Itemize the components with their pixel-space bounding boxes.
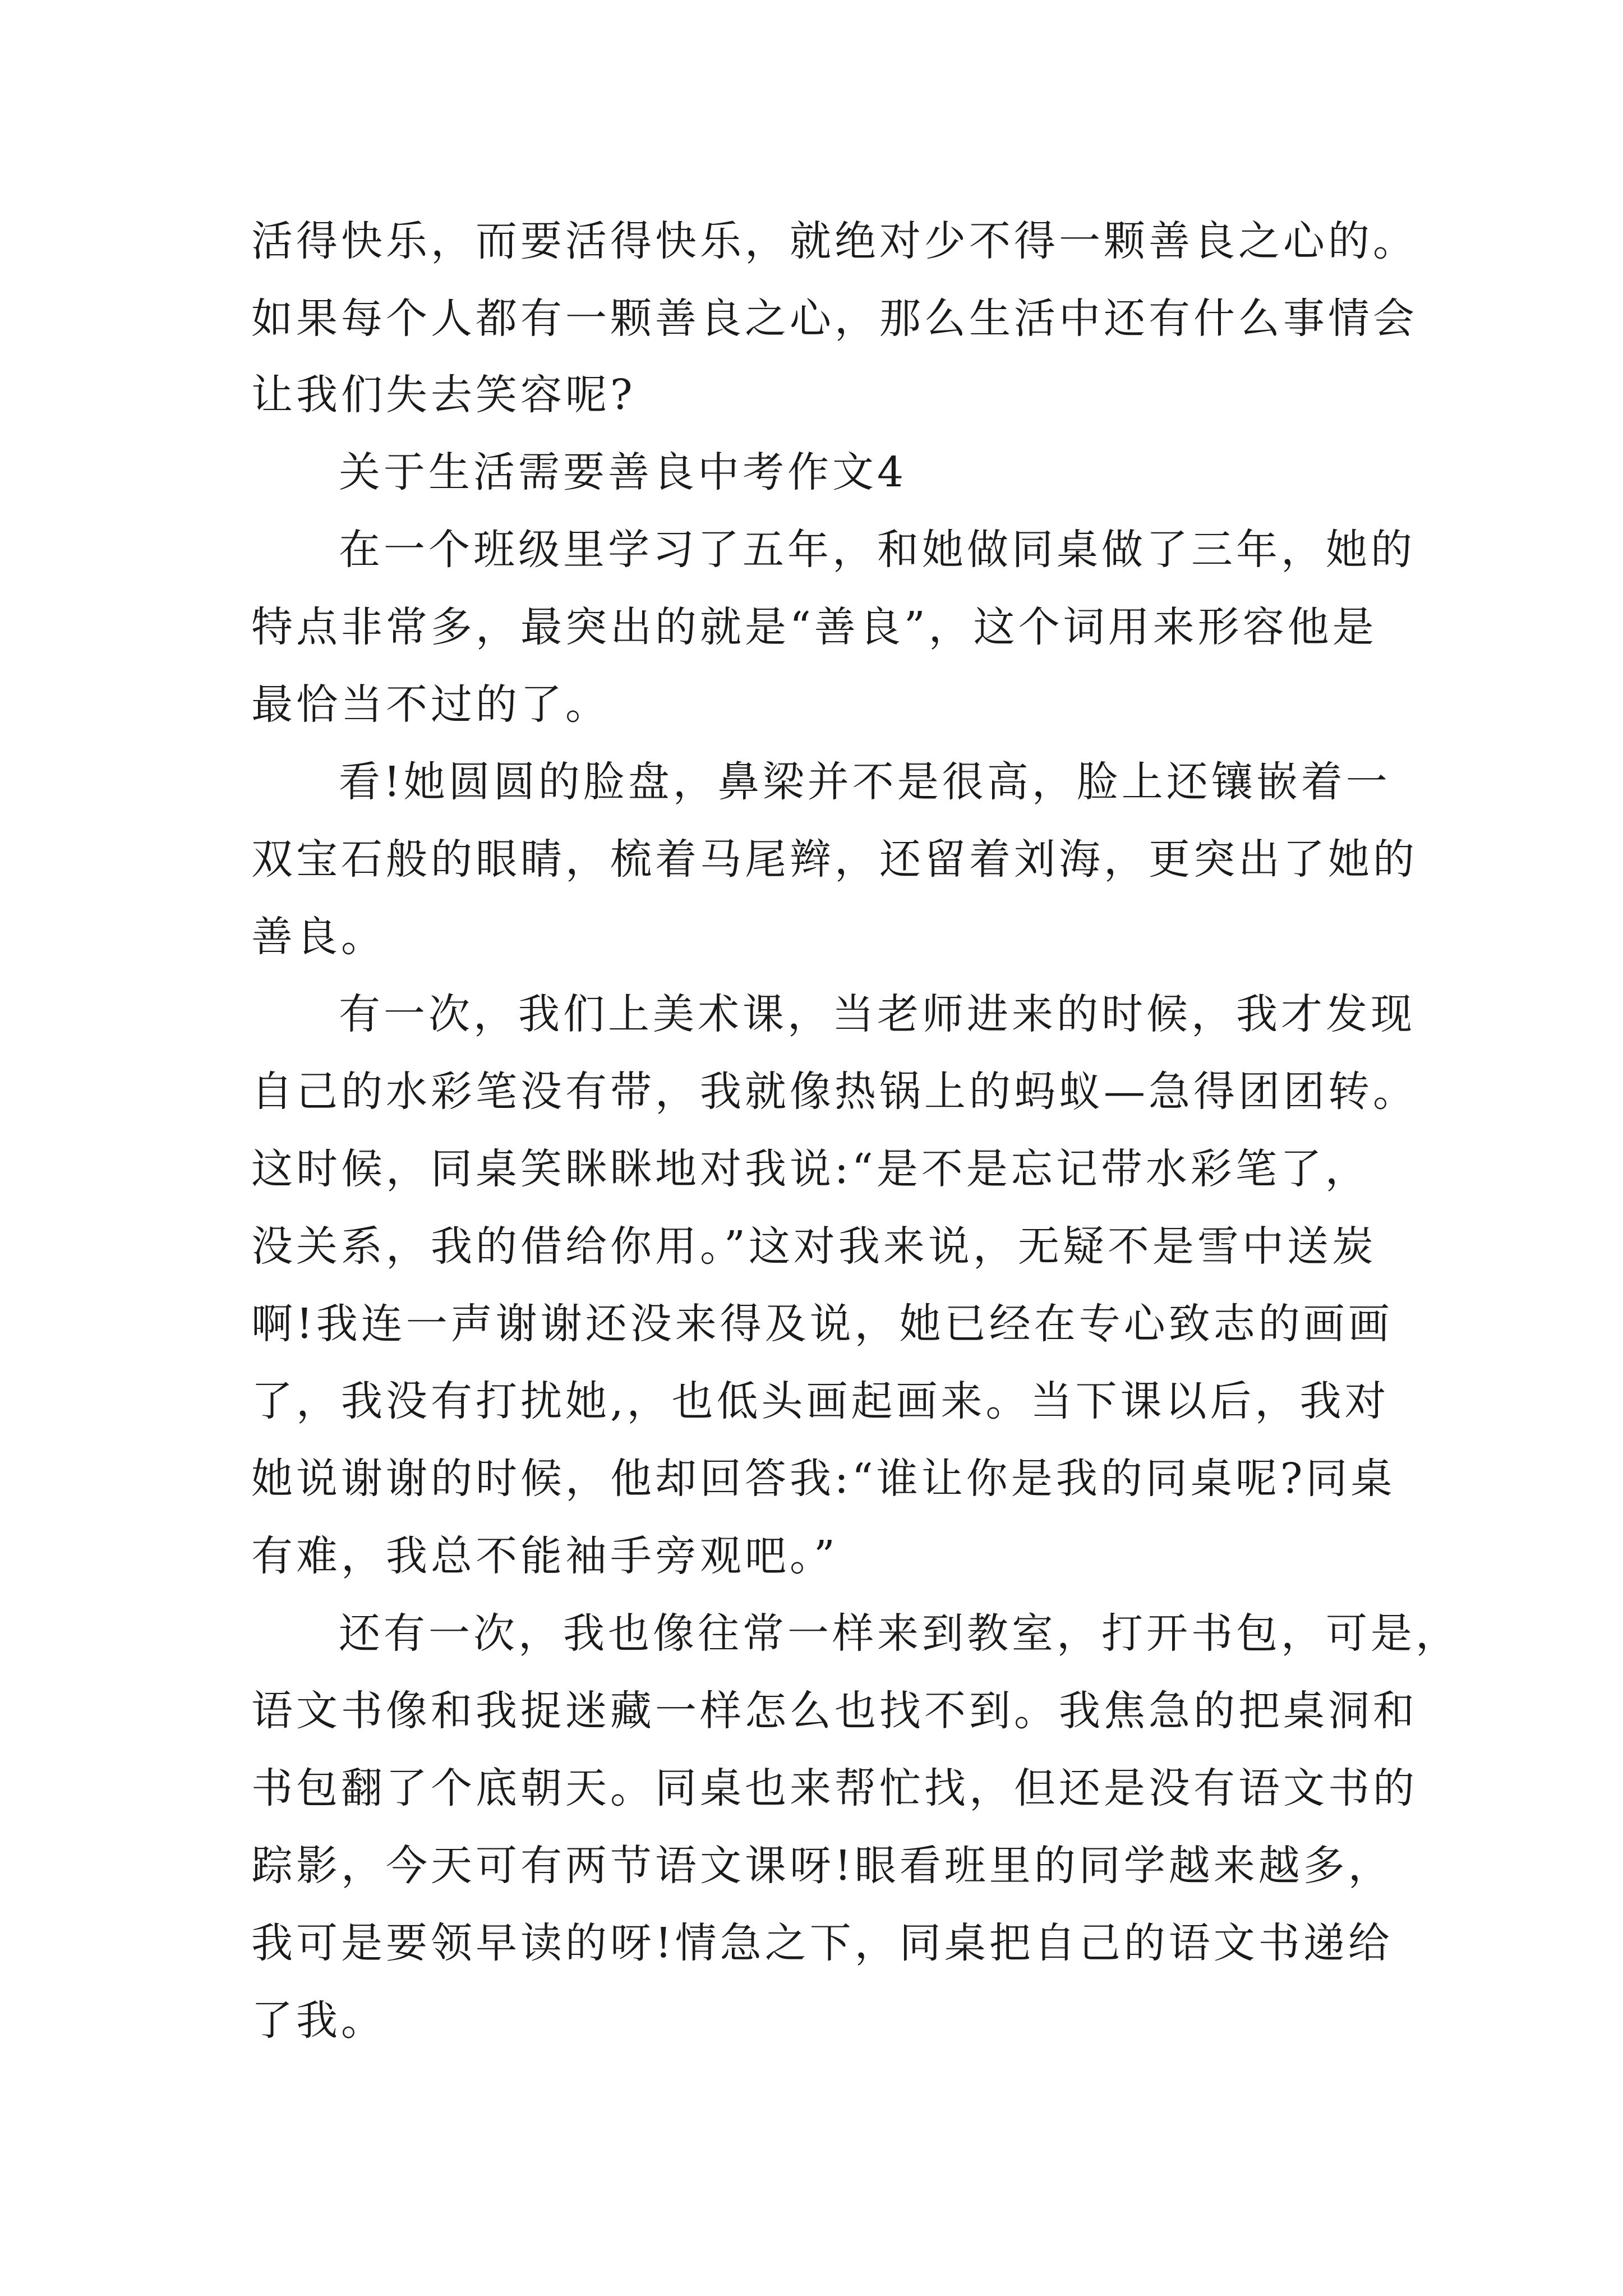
text-line: 语文书像和我捉迷藏一样怎么也找不到。我焦急的把桌洞和	[251, 1687, 1418, 1735]
text-line: 她说谢谢的时候，他却回答我:“谁让你是我的同桌呢?同桌	[251, 1455, 1396, 1503]
text-line: 让我们失去笑容呢?	[251, 371, 636, 419]
text-line: 有一次，我们上美术课，当老师进来的时候，我才发现	[339, 990, 1415, 1038]
text-line: 最恰当不过的了。	[251, 680, 610, 729]
text-line: 双宝石般的眼睛，梳着马尾辫，还留着刘海，更突出了她的	[251, 835, 1418, 884]
text-line: 活得快乐，而要活得快乐，就绝对少不得一颗善良之心的。	[251, 217, 1418, 265]
text-line: 我可是要领早读的呀!情急之下，同桌把自己的语文书递给	[251, 1919, 1393, 1967]
section-heading: 关于生活需要善良中考作文4	[339, 448, 907, 496]
text-line: 了，我没有打扰她,，也低头画起画来。当下课以后，我对	[251, 1377, 1390, 1425]
text-line: 踪影，今天可有两节语文课呀!眼看班里的同学越来越多，	[251, 1842, 1393, 1890]
text-line: 看!她圆圆的脸盘，鼻梁并不是很高，脸上还镶嵌着一	[339, 758, 1391, 806]
text-line: 如果每个人都有一颗善良之心，那么生活中还有什么事情会	[251, 295, 1418, 343]
text-line: 在一个班级里学习了五年，和她做同桌做了三年，她的	[339, 526, 1415, 574]
text-line: 书包翻了个底朝天。同桌也来帮忙找，但还是没有语文书的	[251, 1764, 1418, 1812]
text-line: 还有一次，我也像往常一样来到教室，打开书包，可是，	[339, 1609, 1460, 1658]
text-line: 啊!我连一声谢谢还没来得及说，她已经在专心致志的画画	[251, 1300, 1393, 1348]
text-line: 了我。	[251, 1996, 386, 2045]
text-line: 善良。	[251, 913, 386, 961]
text-line: 有难，我总不能袖手旁观吧。”	[251, 1532, 838, 1580]
text-line: 特点非常多，最突出的就是“善良”，这个词用来形容他是	[251, 603, 1377, 651]
text-line: 自己的水彩笔没有带，我就像热锅上的蚂蚁—急得团团转。	[251, 1068, 1418, 1116]
text-line: 这时候，同桌笑眯眯地对我说:“是不是忘记带水彩笔了，	[251, 1145, 1370, 1193]
text-line: 没关系，我的借给你用。”这对我来说，无疑不是雪中送炭	[251, 1222, 1377, 1271]
